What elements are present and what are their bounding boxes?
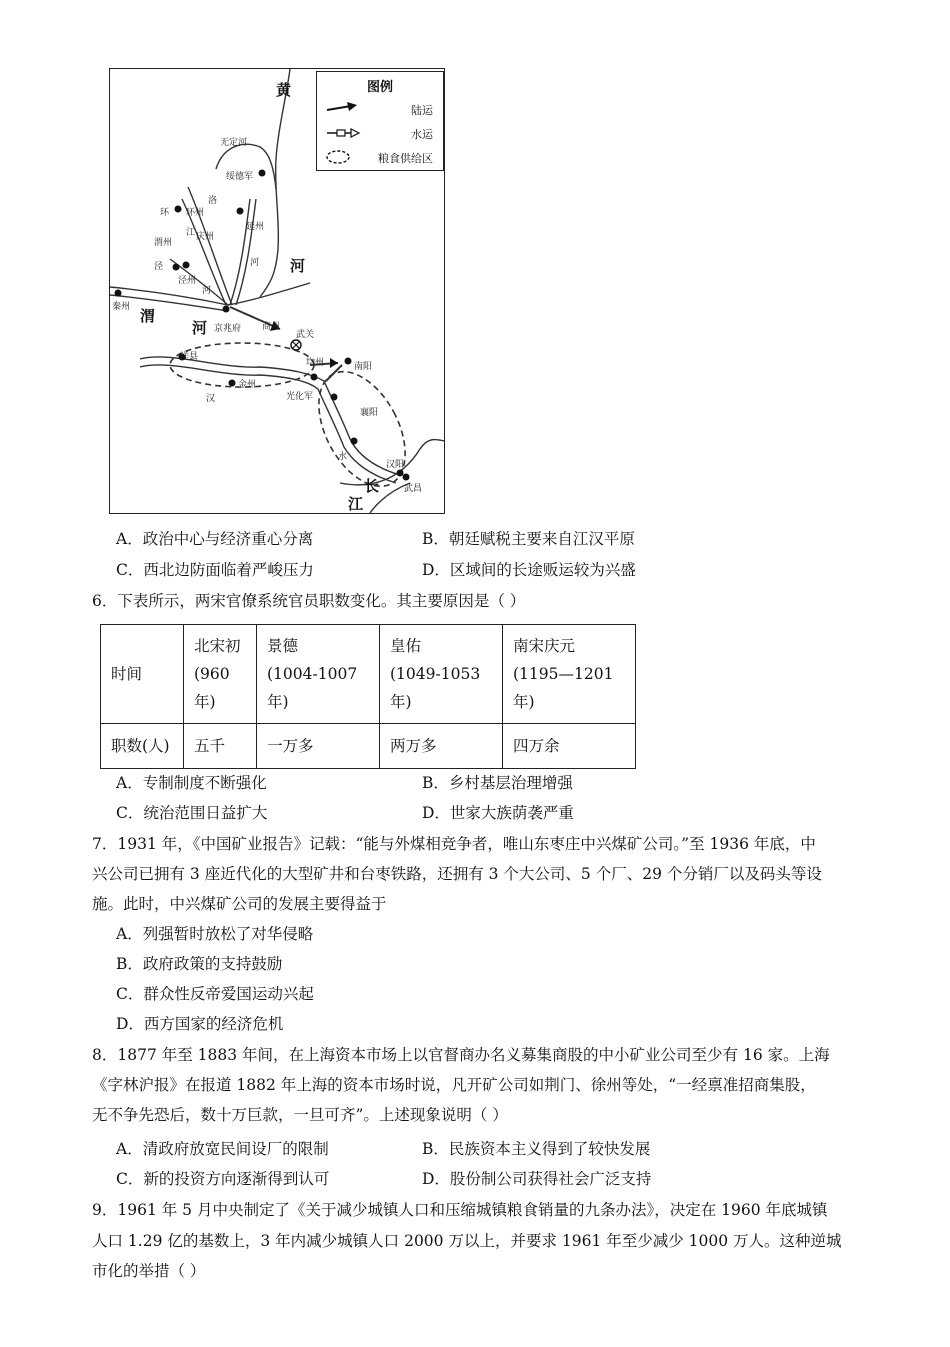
- place-xiangyang: 襄阳: [360, 408, 379, 418]
- q9-stem-line-3: 市化的举措（ ）: [92, 1262, 206, 1280]
- q8-stem-line-1: 8．1877 年至 1883 年间，在上海资本市场上以官督商办名义募集商股的中小矿业公司至少有 16 家。上海: [92, 1046, 830, 1064]
- place-jinzhou: 金州: [238, 380, 257, 390]
- place-yangxian: 洋县: [180, 352, 199, 362]
- place-weizhou: 渭州: [154, 238, 173, 248]
- place-jiang: 江: [186, 228, 196, 238]
- q7-option-b[interactable]: B．政府政策的支持鼓励: [116, 955, 283, 973]
- place-qinzhou: 秦州: [112, 302, 131, 312]
- table-count-2: 一万多: [257, 724, 380, 769]
- table-period-4: 南宋庆元 (1195—1201 年): [503, 625, 636, 724]
- q6-option-d[interactable]: D．世家大族荫袭严重: [422, 804, 574, 822]
- place-junzhou: 均州: [306, 358, 325, 368]
- legend-water-route: 水运: [325, 124, 437, 142]
- q8-stem-line-3: 无不争先恐后，数十万巨款，一旦可齐”。上述现象说明（ ）: [92, 1106, 508, 1124]
- place-shangzhou: 商州: [262, 322, 281, 332]
- q8-option-b[interactable]: B．民族资本主义得到了较快发展: [422, 1140, 651, 1158]
- song-transport-map: [109, 68, 445, 514]
- place-huan: 环: [160, 208, 170, 218]
- table-period-1: 北宋初 (960 年): [184, 625, 257, 724]
- place-qingzhou: 庆州: [196, 232, 215, 242]
- place-he-small: 河: [202, 286, 212, 296]
- q5-option-b[interactable]: B．朝廷赋税主要来自江汉平原: [422, 530, 635, 548]
- table-period-2: 景德 (1004-1007 年): [257, 625, 380, 724]
- q5-option-a[interactable]: A．政治中心与经济重心分离: [116, 530, 314, 548]
- place-guanghuajun: 光化军: [286, 392, 314, 402]
- q9-stem-line-2: 人口 1.29 亿的基数上，3 年内减少城镇人口 2000 万以上，并要求 1961 年至少减少 1000 万人。这种逆城: [92, 1232, 842, 1250]
- q6-option-b[interactable]: B．乡村基层治理增强: [422, 774, 573, 792]
- q8-option-c[interactable]: C．新的投资方向逐渐得到认可: [116, 1170, 330, 1188]
- place-hanyang: 汉阳: [386, 460, 405, 470]
- map-label-huang: 黄: [276, 81, 292, 99]
- legend-title: 图例: [366, 80, 393, 95]
- legend-land-route: 陆运: [325, 100, 437, 118]
- table-header-count: 职数(人): [101, 724, 184, 769]
- q7-stem-line-1: 7．1931 年，《中国矿业报告》记载：“能与外煤相竞争者，唯山东枣庄中兴煤矿公司。”至 1936 年底，中: [92, 835, 816, 853]
- land-route-arrow-icon: [325, 100, 365, 118]
- table-count-1: 五千: [184, 724, 257, 769]
- map-label-he1: 河: [290, 257, 306, 275]
- q8-option-a[interactable]: A．清政府放宽民间设厂的限制: [116, 1140, 329, 1158]
- place-han: 汉: [206, 394, 216, 404]
- table-period-3: 皇佑 (1049-1053 年): [380, 625, 503, 724]
- water-route-arrow-icon: [325, 124, 365, 142]
- q6-option-c[interactable]: C．统治范围日益扩大: [116, 804, 268, 822]
- map-legend: [316, 71, 444, 171]
- place-luo: 洛: [208, 196, 218, 206]
- place-jingzhaofu: 京兆府: [214, 324, 242, 334]
- place-wuchang: 武昌: [404, 484, 423, 494]
- q5-option-d[interactable]: D．区域间的长途贩运较为兴盛: [422, 561, 636, 579]
- place-wuguan: 武关: [296, 330, 315, 340]
- place-nanyang: 南阳: [354, 362, 373, 372]
- q8-option-d[interactable]: D．股份制公司获得社会广泛支持: [422, 1170, 652, 1188]
- q7-option-c[interactable]: C．群众性反帝爱国运动兴起: [116, 985, 314, 1003]
- place-huanzhou: 环州: [186, 208, 205, 218]
- officials-table: [100, 624, 636, 769]
- table-header-time: 时间: [101, 625, 184, 724]
- map-label-chang: 长: [364, 477, 380, 495]
- q5-option-c[interactable]: C．西北边防面临着严峻压力: [116, 561, 314, 579]
- place-shui: 水: [338, 452, 348, 462]
- legend-grain-area: 粮食供给区: [325, 148, 437, 166]
- map-label-he2: 河: [192, 319, 208, 337]
- place-wudinghe: 无定河: [220, 138, 248, 148]
- q7-stem-line-3: 施。此时，中兴煤矿公司的发展主要得益于: [92, 895, 387, 913]
- q6-option-a[interactable]: A．专制制度不断强化: [116, 774, 267, 792]
- q7-stem-line-2: 兴公司已拥有 3 座近代化的大型矿井和台枣铁路，还拥有 3 个大公司、5 个厂、29 个分销厂以及码头等设: [92, 865, 822, 883]
- place-yanzhou: 延州: [246, 222, 265, 232]
- place-river-he: 河: [250, 258, 260, 268]
- grain-area-ellipse-icon: [325, 148, 365, 166]
- place-suidejun: 绥德军: [226, 172, 254, 182]
- q9-stem-line-1: 9．1961 年 5 月中央制定了《关于减少城镇人口和压缩城镇粮食销量的九条办法》，决定在 1960 年底城镇: [92, 1201, 828, 1219]
- table-count-4: 四万余: [503, 724, 636, 769]
- place-jing: 泾: [154, 262, 164, 272]
- q6-stem: 6．下表所示，两宋官僚系统官员职数变化。其主要原因是（ ）: [92, 592, 526, 610]
- map-label-wei: 渭: [140, 307, 156, 325]
- q7-option-a[interactable]: A．列强暂时放松了对华侵略: [116, 925, 314, 943]
- map-label-jiang: 江: [348, 495, 364, 513]
- place-jingzhou: 泾州: [178, 276, 197, 286]
- q7-option-d[interactable]: D．西方国家的经济危机: [116, 1015, 284, 1033]
- table-count-3: 两万多: [380, 724, 503, 769]
- q8-stem-line-2: 《字林沪报》在报道 1882 年上海的资本市场时说，凡开矿公司如荆门、徐州等处，“一经禀准招商集股，: [92, 1076, 816, 1094]
